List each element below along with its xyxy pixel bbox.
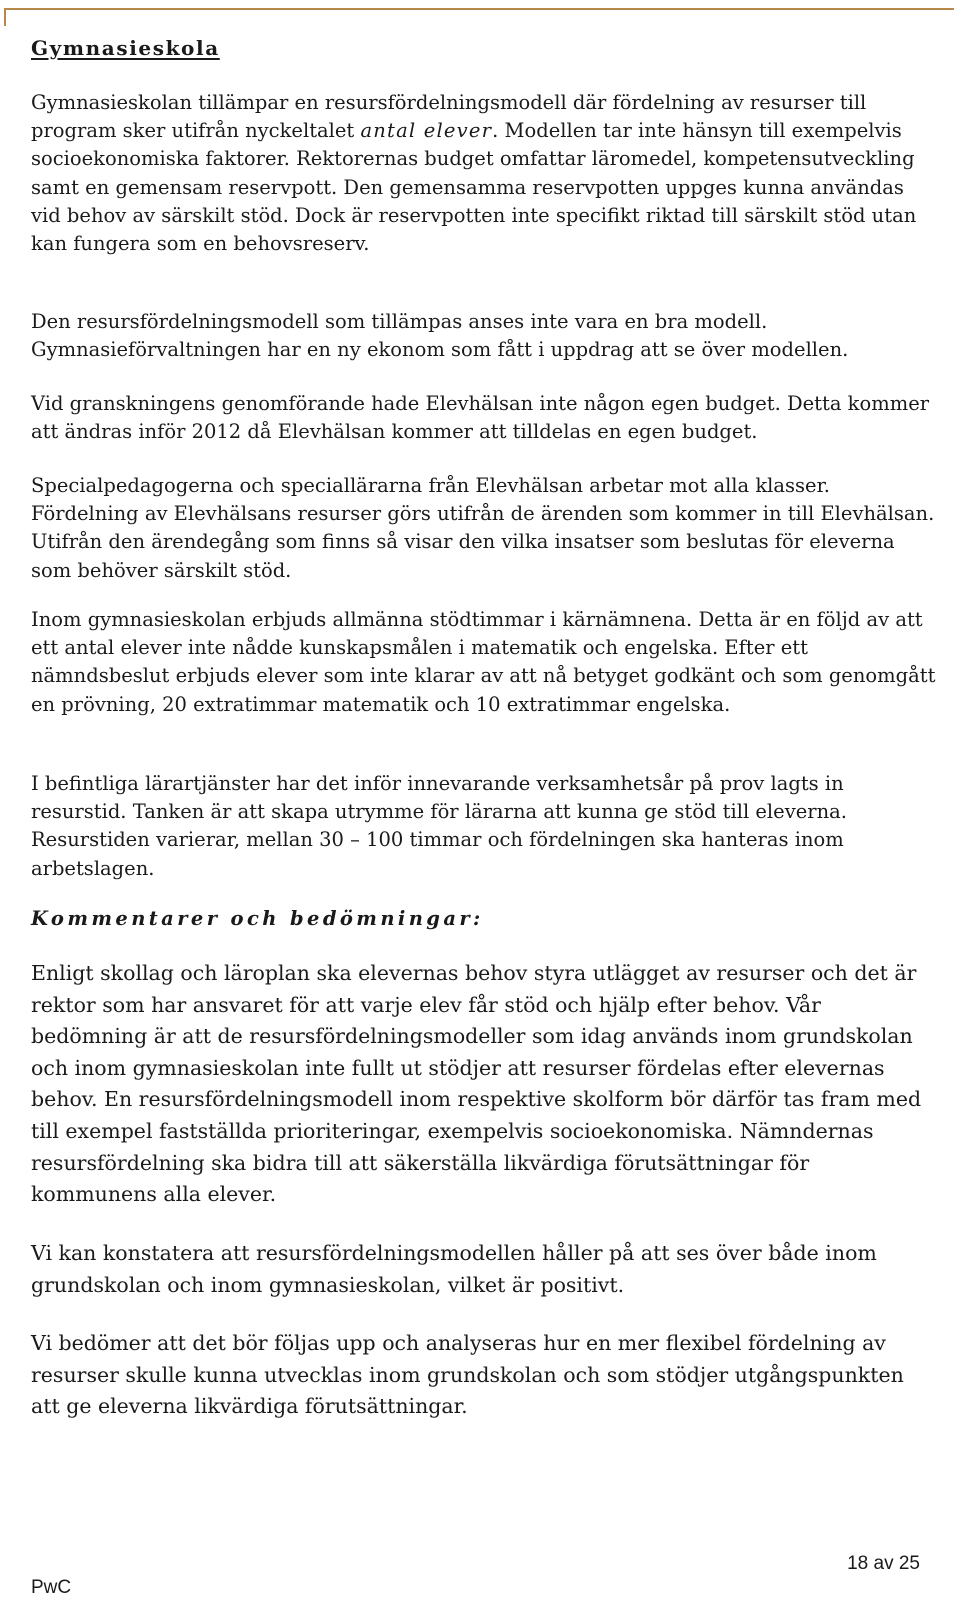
section-heading: Gymnasieskola bbox=[31, 36, 220, 60]
paragraph-text: Gymnasieskolan tillämpar en resursfördelningsmodell där fördelning av resurser till program sker utifrån nyckeltalet bbox=[31, 91, 867, 143]
comments-heading: Kommentarer och bedömningar: bbox=[31, 907, 484, 930]
footer-brand: PwC bbox=[31, 1577, 72, 1598]
top-border-line bbox=[4, 8, 954, 10]
paragraph-resource-model bbox=[31, 89, 936, 258]
left-corner-mark bbox=[4, 8, 6, 26]
paragraph-special-education: Specialpedagogerna och speciallärarna från Elevhälsan arbetar mot alla klasser. Fördelning av Elevhälsans resurser görs utifrån de ärenden som kommer in till Elevhälsan. Utifrån den ärendegång som finns så visar den vilka insatser som beslutas för eleverna som behöver särskilt stöd. bbox=[31, 474, 935, 582]
emphasis-text: antal elever bbox=[360, 119, 493, 143]
paragraph-text: . Modellen tar inte hänsyn till exempelvis socioekonomiska faktorer. Rektorernas budget omfattar läromedel, kompetensutveckling samt en gemensam reservpott. Den gemensamma reservpotten uppges kunna användas vid behov av särskilt stöd. Dock är reservpotten inte specifikt riktad till särskilt stöd utan kan fungera som en behovsreserv. bbox=[31, 119, 917, 256]
comment-recommendation: Vi bedömer att det bör följas upp och analyseras hur en mer flexibel fördelning av resurser skulle kunna utvecklas inom grundskolan och som stödjer utgångspunkten att ge eleverna likvärdiga förutsättningar. bbox=[31, 1331, 904, 1419]
paragraph-model-review: Den resursfördelningsmodell som tillämpas anses inte vara en bra modell. Gymnasieförvaltningen har en ny ekonom som fått i uppdrag att se över modellen. bbox=[31, 310, 849, 362]
paragraph-resource-time: I befintliga lärartjänster har det inför innevarande verksamhetsår på prov lagts in resurstid. Tanken är att skapa utrymme för lärarna att kunna ge stöd till eleverna. Resurstiden varierar, mellan 30 – 100 timmar och fördelningen ska hanteras inom arbetslagen. bbox=[31, 772, 847, 880]
paragraph-support-hours: Inom gymnasieskolan erbjuds allmänna stödtimmar i kärnämnena. Detta är en följd av att ett antal elever inte nådde kunskapsmålen i matematik och engelska. Efter ett nämndsbeslut erbjuds elever som inte klarar av att nå betyget godkänt och som genomgått en prövning, 20 extratimmar matematik och 10 extratimmar engelska. bbox=[31, 608, 936, 716]
comment-positive: Vi kan konstatera att resursfördelningsmodellen håller på att ses över både inom grundskolan och inom gymnasieskolan, vilket är positivt. bbox=[31, 1241, 877, 1297]
comment-assessment: Enligt skollag och läroplan ska elevernas behov styra utlägget av resurser och det är rektor som har ansvaret för att varje elev får stöd och hjälp efter behov. Vår bedömning är att de resursfördelningsmodeller som idag används inom grundskolan och inom gymnasieskolan inte fullt ut stödjer att resurser fördelas efter elevernas behov. En resursfördelningsmodell inom respektive skolform bör därför tas fram med till exempel fastställda prioriteringar, exempelvis socioekonomiska. Nämndernas resursfördelning ska bidra till att säkerställa likvärdiga förutsättningar för kommunens alla elever. bbox=[31, 961, 922, 1207]
paragraph-elevhalsan-budget: Vid granskningens genomförande hade Elevhälsan inte någon egen budget. Detta kommer att ändras inför 2012 då Elevhälsan kommer att tilldelas en egen budget. bbox=[31, 392, 930, 444]
page-number: 18 av 25 bbox=[847, 1553, 920, 1574]
